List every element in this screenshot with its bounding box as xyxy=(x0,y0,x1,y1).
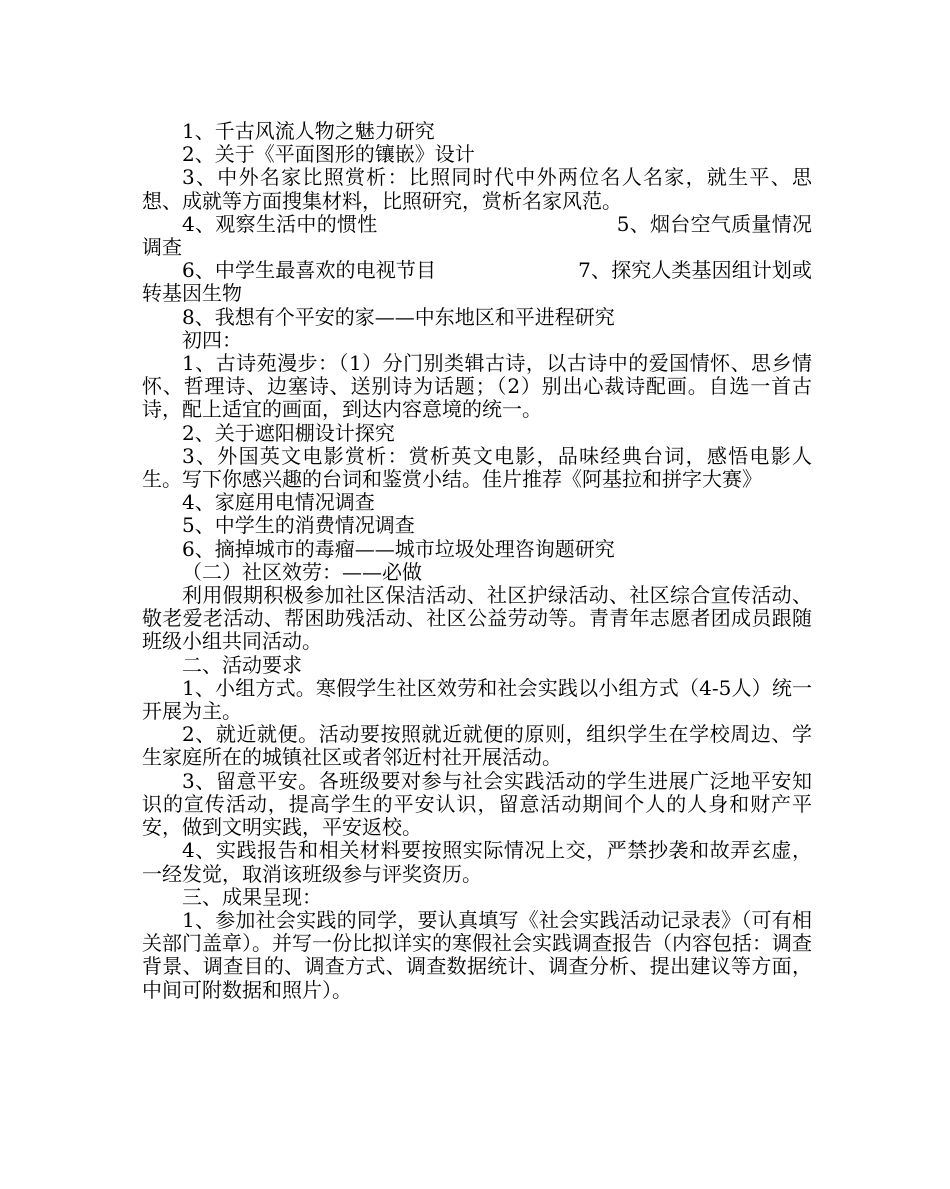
paragraph-grade4-topic-2: 2、关于遮阳棚设计探究 xyxy=(182,420,395,445)
section-heading-community-service: （二）社区效劳：——必做 xyxy=(182,559,422,584)
paragraph-grade4-topic-4: 4、家庭用电情况调查 xyxy=(182,490,375,515)
paragraph-requirement-1: 1、小组方式。寒假学生社区效劳和社会实践以小组方式（4-5人）统一开展为主。 xyxy=(142,675,812,724)
paragraph-grade4-topic-5: 5、中学生的消费情况调查 xyxy=(182,513,415,538)
section-heading-results: 三、成果呈现： xyxy=(182,884,322,909)
paragraph-community-service: 利用假期积极参加社区保洁活动、社区护绿活动、社区综合宣传活动、敬老爱老活动、帮困助残活动、社区公益劳动等。青青年志愿者团成员跟随班级小组共同活动。 xyxy=(142,583,812,654)
paragraph-requirement-4: 4、实践报告和相关材料要按照实际情况上交，严禁抄袭和故弄玄虚，一经发觉，取消该班级参与评奖资历。 xyxy=(142,838,812,886)
paragraph-topic-8: 8、我想有个平安的家——中东地区和平进程研究 xyxy=(182,304,615,329)
paragraph-grade4-topic-6: 6、摘掉城市的毒瘤——城市垃圾处理咨询题研究 xyxy=(182,536,615,561)
paragraph-topic-4-5: 4、观察生活中的惯性 5、烟台空气质量情况调查 xyxy=(142,211,812,260)
paragraph-grade4-topic-1: 1、古诗苑漫步：（1）分门别类辑古诗，以古诗中的爱国情怀、思乡情怀、哲理诗、边塞诗、送别诗为话题；（2）别出心裁诗配画。自选一首古诗，配上适宜的画面，到达内容意境的统一。 xyxy=(142,351,812,422)
document-body xyxy=(142,120,812,1002)
paragraph-topic-6-7: 6、中学生最喜欢的电视节目 7、探究人类基因组计划或转基因生物 xyxy=(142,258,812,306)
section-heading-grade-4: 初四： xyxy=(182,327,242,352)
paragraph-requirement-2: 2、就近就便。活动要按照就近就便的原则，组织学生在学校周边、学生家庭所在的城镇社区或者邻近村社开展活动。 xyxy=(142,722,812,770)
paragraph-topic-2: 2、关于《平面图形的镶嵌》设计 xyxy=(182,142,475,167)
paragraph-topic-1: 1、千古风流人物之魅力研究 xyxy=(182,119,435,143)
paragraph-requirement-3: 3、留意平安。各班级要对参与社会实践活动的学生进展广泛地平安知识的宣传活动，提高学生的平安认识，留意活动期间个人的人身和财产平安，做到文明实践，平安返校。 xyxy=(142,768,812,840)
paragraph-grade4-topic-3: 3、外国英文电影赏析：赏析英文电影，品味经典台词，感悟电影人生。写下你感兴趣的台词和鉴赏小结。佳片推荐《阿基拉和拼字大赛》 xyxy=(142,443,812,492)
section-heading-requirements: 二、活动要求 xyxy=(182,652,302,677)
paragraph-results-1: 1、参加社会实践的同学，要认真填写《社会实践活动记录表》（可有相关部门盖章）。并写一份比拟详实的寒假社会实践调查报告（内容包括：调查背景、调查目的、调查方式、调查数据统计、调查分析、提出建议等方面，中间可附数据和照片）。 xyxy=(142,907,812,1002)
paragraph-topic-3: 3、中外名家比照赏析：比照同时代中外两位名人名家，就生平、思想、成就等方面搜集材料，比照研究，赏析名家风范。 xyxy=(142,165,812,213)
